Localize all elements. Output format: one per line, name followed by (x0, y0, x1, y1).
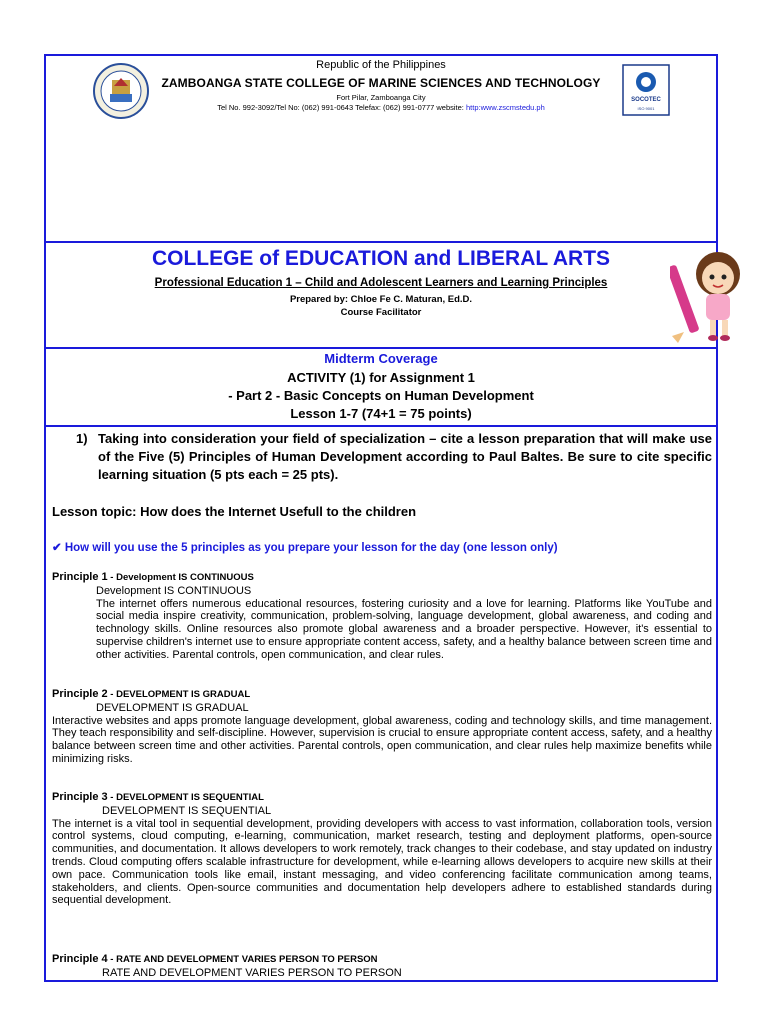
contact-line (46, 103, 716, 112)
principle-2-subtitle: DEVELOPMENT IS GRADUAL (96, 701, 249, 714)
college-title: COLLEGE of EDUCATION and LIBERAL ARTS (151, 247, 611, 270)
principle-1 (52, 571, 712, 662)
question-text: Taking into consideration your field of specialization – cite a lesson preparation that will make use of the Five (5) Principles of Human Development according to Paul Baltes. Be sure to cite specific learning situation (5 pts each = 25 pts). (98, 431, 712, 482)
prepared-by: Prepared by: Chloe Fe C. Maturan, Ed.D. (289, 294, 473, 305)
principle-4 (52, 953, 712, 980)
course-title: Professional Education 1 – Child and Adolescent Learners and Learning Principles (154, 277, 608, 289)
question-number: 1) (76, 431, 88, 446)
principle-3 (52, 791, 712, 907)
activity-part: - Part 2 - Basic Concepts on Human Development (228, 388, 534, 403)
college-box (44, 241, 718, 349)
website-link[interactable]: http:www.zscmstedu.ph (465, 103, 545, 112)
socotec-logo-text: SOCOTEC (631, 97, 661, 103)
header-box (44, 54, 718, 243)
principle-1-subtitle: Development IS CONTINUOUS (96, 584, 252, 597)
school-name: ZAMBOANGA STATE COLLEGE OF MARINE SCIENCES AND TECHNOLOGY (161, 76, 601, 90)
midterm-coverage: Midterm Coverage (324, 351, 438, 366)
lesson-topic: Lesson topic: How does the Internet Usefull to the children (52, 504, 417, 519)
question-1 (76, 430, 712, 484)
school-address: Fort Pilar, Zamboanga City (336, 93, 426, 102)
principle-3-heading (52, 791, 712, 805)
facilitator-label: Course Facilitator (340, 307, 422, 318)
principle-4-heading (52, 953, 712, 967)
principle-2-label: Principle 2 (52, 688, 108, 700)
socotec-logo-sub: ISO 9001 (637, 106, 655, 111)
republic-line: Republic of the Philippines (316, 59, 446, 71)
principle-1-title: - Development IS CONTINUOUS (107, 572, 254, 583)
contact-numbers: Tel No. 992-3092/Tel No: (062) 991-0643 Telefax: (062) 991-0777 website: (217, 103, 464, 112)
principle-4-title: - RATE AND DEVELOPMENT VARIES PERSON TO PERSON (107, 954, 378, 965)
principle-3-text: The internet is a vital tool in sequential development, providing developers with access to vast information, collaboration tools, version control systems, cloud computing, e-learning, communication, market research, testing and deployment platforms, open-source communities, and documentation. It allows developers to work remotely, track changes to their codebase, and stay updated on industry trends. Cloud computing offers scalable infrastructure for development, while e-learning allows developers to acquire new skills at their own pace. Communication tools like email, instant messaging, and video conferencing facilitate communication among teams, stakeholders, and clients. Open-source communities and documentation help developers adhere to established standards during sequential development. (52, 817, 712, 907)
principle-4-subtitle: RATE AND DEVELOPMENT VARIES PERSON TO PERSON (102, 966, 402, 979)
principle-4-label: Principle 4 (52, 953, 108, 965)
girl-with-pencil-illustration (670, 244, 760, 344)
socotec-logo (622, 64, 670, 116)
activity-lessons: Lesson 1-7 (74+1 = 75 points) (290, 406, 472, 421)
checkmark-icon: ✔ (52, 542, 62, 554)
principle-2-title: - DEVELOPMENT IS GRADUAL (107, 689, 251, 700)
activity-title: ACTIVITY (1) for Assignment 1 (287, 370, 475, 385)
principle-3-title: - DEVELOPMENT IS SEQUENTIAL (107, 792, 264, 803)
principle-2 (52, 688, 712, 766)
principle-2-heading (52, 688, 712, 702)
principle-1-label: Principle 1 (52, 571, 108, 583)
how-prompt (52, 540, 558, 554)
principle-1-heading (52, 571, 712, 585)
principle-1-text: The internet offers numerous educational resources, fostering curiosity and a love for learning. Platforms like YouTube and social media inspire creativity, communication, problem-solving, language development, global awareness, and coding and technology skills. Online resources also promote global awareness and a broader perspective. However, it's essential to supervise children's internet use to ensure appropriate content access, safety, and a healthy balance between screen time and other activities. Parental controls, open communication, and clear rules. (96, 597, 712, 661)
how-prompt-text: How will you use the 5 principles as you prepare your lesson for the day (one lesson only) (64, 542, 558, 554)
activity-box (44, 347, 718, 427)
principle-2-text: Interactive websites and apps promote language development, global awareness, coding and technology skills, and time management. They teach responsibility and self-discipline. However, supervision is crucial to ensure appropriate content access, safety, and a healthy balance between screen time and other activities. Parental controls, open communication, and clear rules help maximize benefits while minimizing risks. (52, 714, 712, 765)
principle-3-label: Principle 3 (52, 791, 108, 803)
principle-3-subtitle: DEVELOPMENT IS SEQUENTIAL (102, 804, 272, 817)
content-box (44, 425, 718, 982)
